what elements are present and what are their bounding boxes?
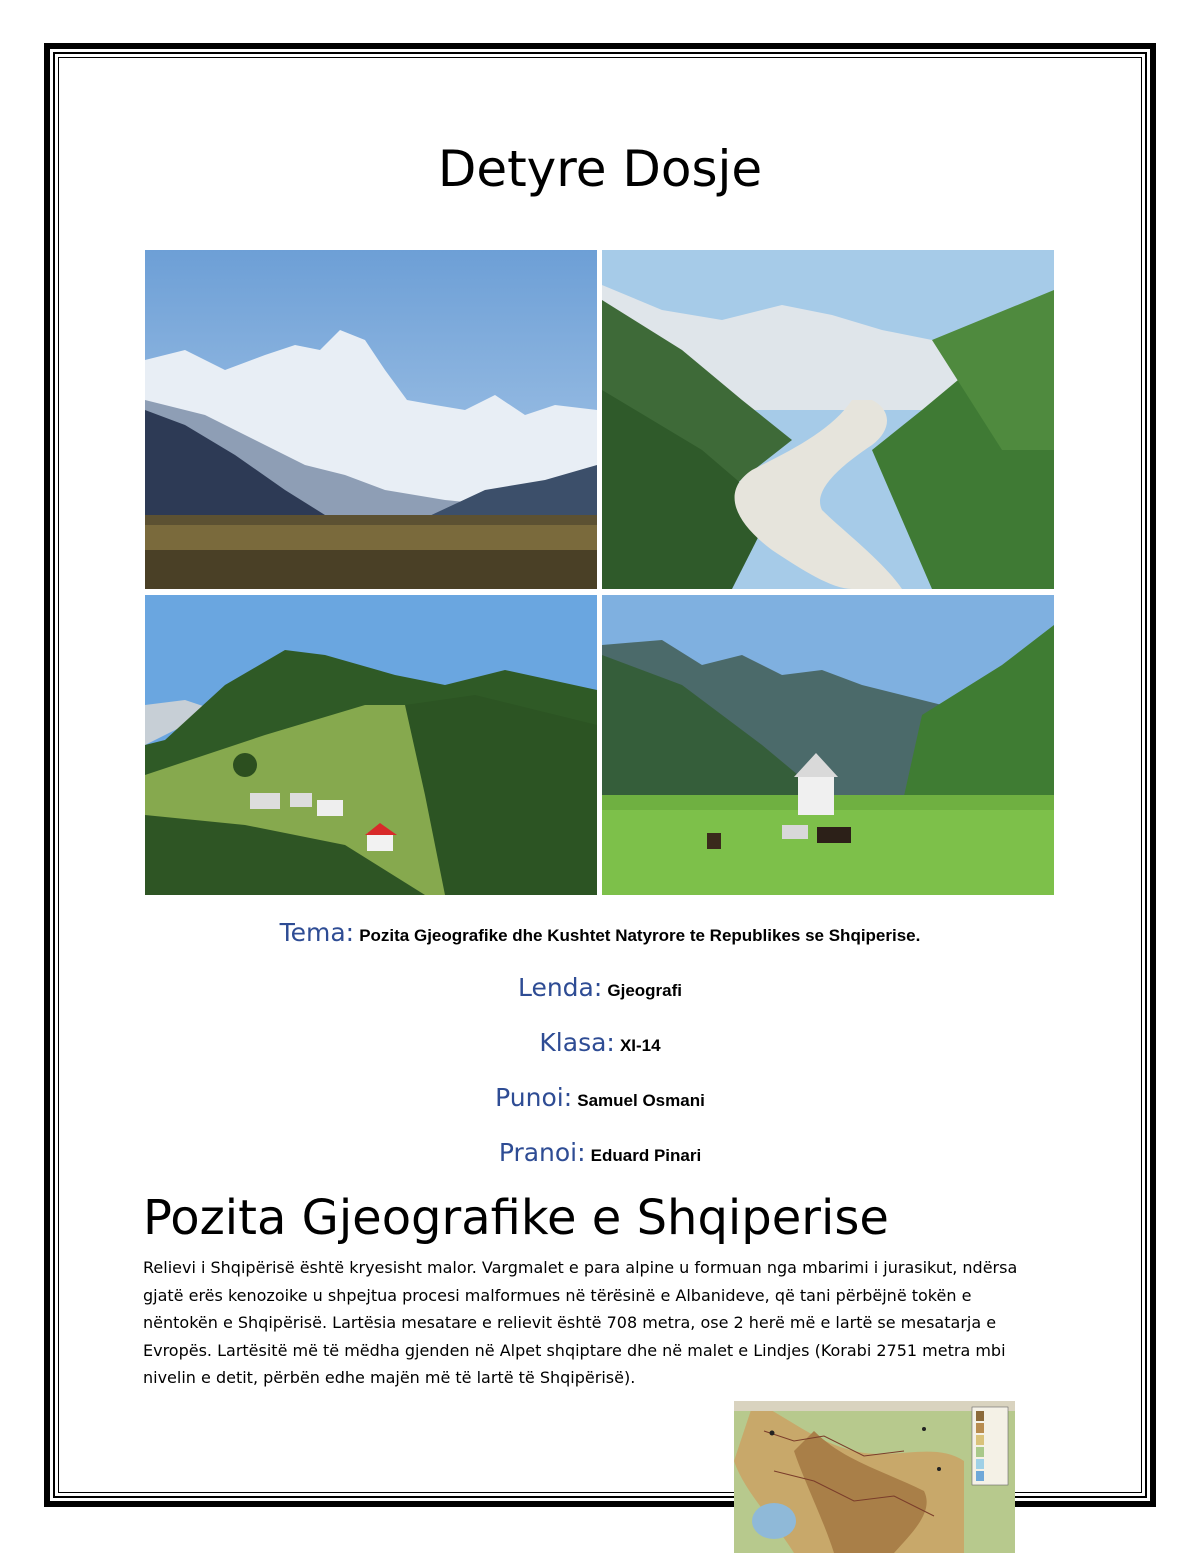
lenda-label: Lenda: <box>517 973 603 1002</box>
punoi-label: Punoi: <box>495 1083 573 1112</box>
pranoi-label: Pranoi: <box>498 1138 586 1167</box>
relief-map-image <box>734 1401 1015 1553</box>
tema-label: Tema: <box>279 918 355 947</box>
lenda-value: Gjeografi <box>607 981 683 1000</box>
klasa-value: XI-14 <box>619 1036 661 1055</box>
photo-meadow-horses <box>602 595 1054 895</box>
info-punoi <box>0 1083 1200 1112</box>
photo-river-valley <box>602 250 1054 589</box>
info-klasa <box>0 1028 1200 1057</box>
info-pranoi <box>0 1138 1200 1167</box>
info-tema <box>0 918 1200 947</box>
info-lenda <box>0 973 1200 1002</box>
punoi-value: Samuel Osmani <box>577 1091 705 1110</box>
pranoi-value: Eduard Pinari <box>590 1146 702 1165</box>
document-title: Detyre Dosje <box>437 140 763 198</box>
klasa-label: Klasa: <box>539 1028 615 1057</box>
section-heading: Pozita Gjeografike e Shqiperise <box>143 1190 889 1246</box>
tema-value: Pozita Gjeografike dhe Kushtet Natyrore te Republikes se Shqiperise. <box>359 926 921 945</box>
photo-green-hills-houses <box>145 595 597 895</box>
photo-snowy-mountains <box>145 250 597 589</box>
body-paragraph: Relievi i Shqipërisë është kryesisht malor. Vargmalet e para alpine u formuan nga mbarimi i jurasikut, ndërsa gjatë erës kenozoike u shpejtua procesi malformues në tërësinë e Albanideve, që tani përbëjnë tokën e nëntokën e Shqipërisë. Lartësia mesatare e relievit është 708 metra, ose 2 herë më e lartë se mesatarja e Evropës. Lartësitë më të mëdha gjenden në Alpet shqiptare dhe në malet e Lindjes (Korabi 2751 metra mbi nivelin e detit, përbën edhe majën më të lartë të Shqipërisë). <box>143 1258 1018 1387</box>
